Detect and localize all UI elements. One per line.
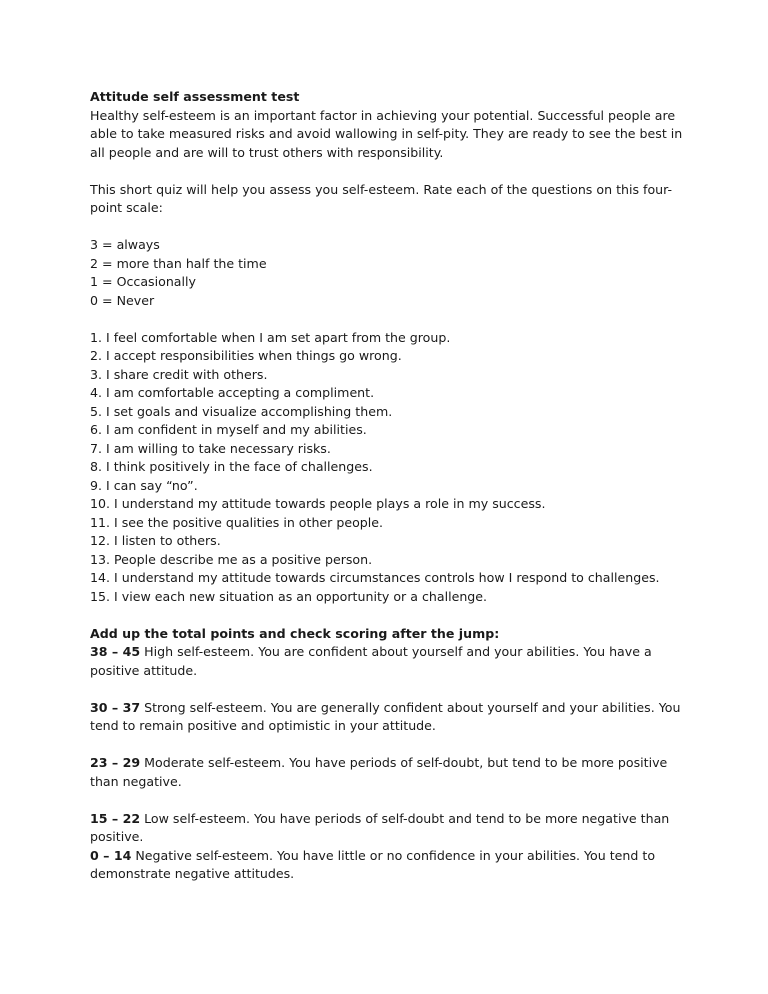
score-range: 0 – 14 xyxy=(90,847,132,863)
question-item: 15. I view each new situation as an opportunity or a challenge. xyxy=(90,588,488,604)
spacer xyxy=(90,218,690,237)
question-item: 5. I set goals and visualize accomplishing them. xyxy=(90,403,393,419)
question-item: 10. I understand my attitude towards people plays a role in my success. xyxy=(90,496,546,511)
question-item: 7. I am willing to take necessary risks. xyxy=(90,440,331,456)
score-range: 23 – 29 xyxy=(90,755,141,770)
score-description: Negative self-esteem. You have little or no confidence in your abilities. You tend to demonstrate negative attitudes. xyxy=(90,847,656,881)
question-item: 14. I understand my attitude towards circumstances controls how I respond to challenges. xyxy=(90,570,660,585)
question-item: 1. I feel comfortable when I am set apart from the group. xyxy=(90,329,451,345)
score-description: Moderate self-esteem. You have periods of self-doubt, but tend to be more positive than negative. xyxy=(90,755,668,789)
question-item: 4. I am comfortable accepting a compliment. xyxy=(90,385,375,400)
score-description: High self-esteem. You are confident about yourself and your abilities. You have a positive attitude. xyxy=(90,644,652,678)
intro-paragraph: Healthy self-esteem is an important factor in achieving your potential. Successful people are able to take measured risks and avoid wallowing in self-pity. They are ready to see the best in all people and are will to trust others with responsibility. xyxy=(90,107,683,160)
document-page xyxy=(90,88,690,884)
rating-scale xyxy=(90,236,690,310)
score-entry xyxy=(90,754,690,791)
score-range: 30 – 37 xyxy=(90,699,141,715)
question-item: 13. People describe me as a positive person. xyxy=(90,551,373,567)
scale-item: 2 = more than half the time xyxy=(90,255,267,271)
spacer xyxy=(90,680,690,699)
score-entry xyxy=(90,847,690,884)
question-item: 6. I am confident in myself and my abilities. xyxy=(90,422,367,437)
question-item: 12. I listen to others. xyxy=(90,533,221,548)
scale-item: 1 = Occasionally xyxy=(90,274,196,289)
spacer xyxy=(90,606,690,625)
scale-item: 0 = Never xyxy=(90,292,155,308)
question-item: 3. I share credit with others. xyxy=(90,366,268,382)
score-entry xyxy=(90,643,690,680)
score-description: Strong self-esteem. You are generally confident about yourself and your abilities. You tend to remain positive and optimistic in your attitude. xyxy=(90,699,681,733)
document-title: Attitude self assessment test xyxy=(90,89,300,104)
spacer xyxy=(90,791,690,810)
spacer xyxy=(90,162,690,181)
score-range: 38 – 45 xyxy=(90,644,141,659)
question-item: 8. I think positively in the face of challenges. xyxy=(90,459,373,474)
score-entry xyxy=(90,699,690,736)
score-description: Low self-esteem. You have periods of self-doubt and tend to be more negative than positive. xyxy=(90,810,670,844)
score-entry xyxy=(90,810,690,847)
spacer xyxy=(90,310,690,329)
question-item: 11. I see the positive qualities in other people. xyxy=(90,514,384,530)
question-item: 2. I accept responsibilities when things go wrong. xyxy=(90,348,402,363)
score-range: 15 – 22 xyxy=(90,810,141,826)
question-item: 9. I can say “no”. xyxy=(90,477,198,493)
instructions-paragraph: This short quiz will help you assess you self-esteem. Rate each of the questions on this four-point scale: xyxy=(90,181,673,215)
scoring-heading: Add up the total points and check scoring after the jump: xyxy=(90,625,500,641)
scale-item: 3 = always xyxy=(90,237,160,252)
question-list xyxy=(90,329,690,607)
spacer xyxy=(90,736,690,755)
